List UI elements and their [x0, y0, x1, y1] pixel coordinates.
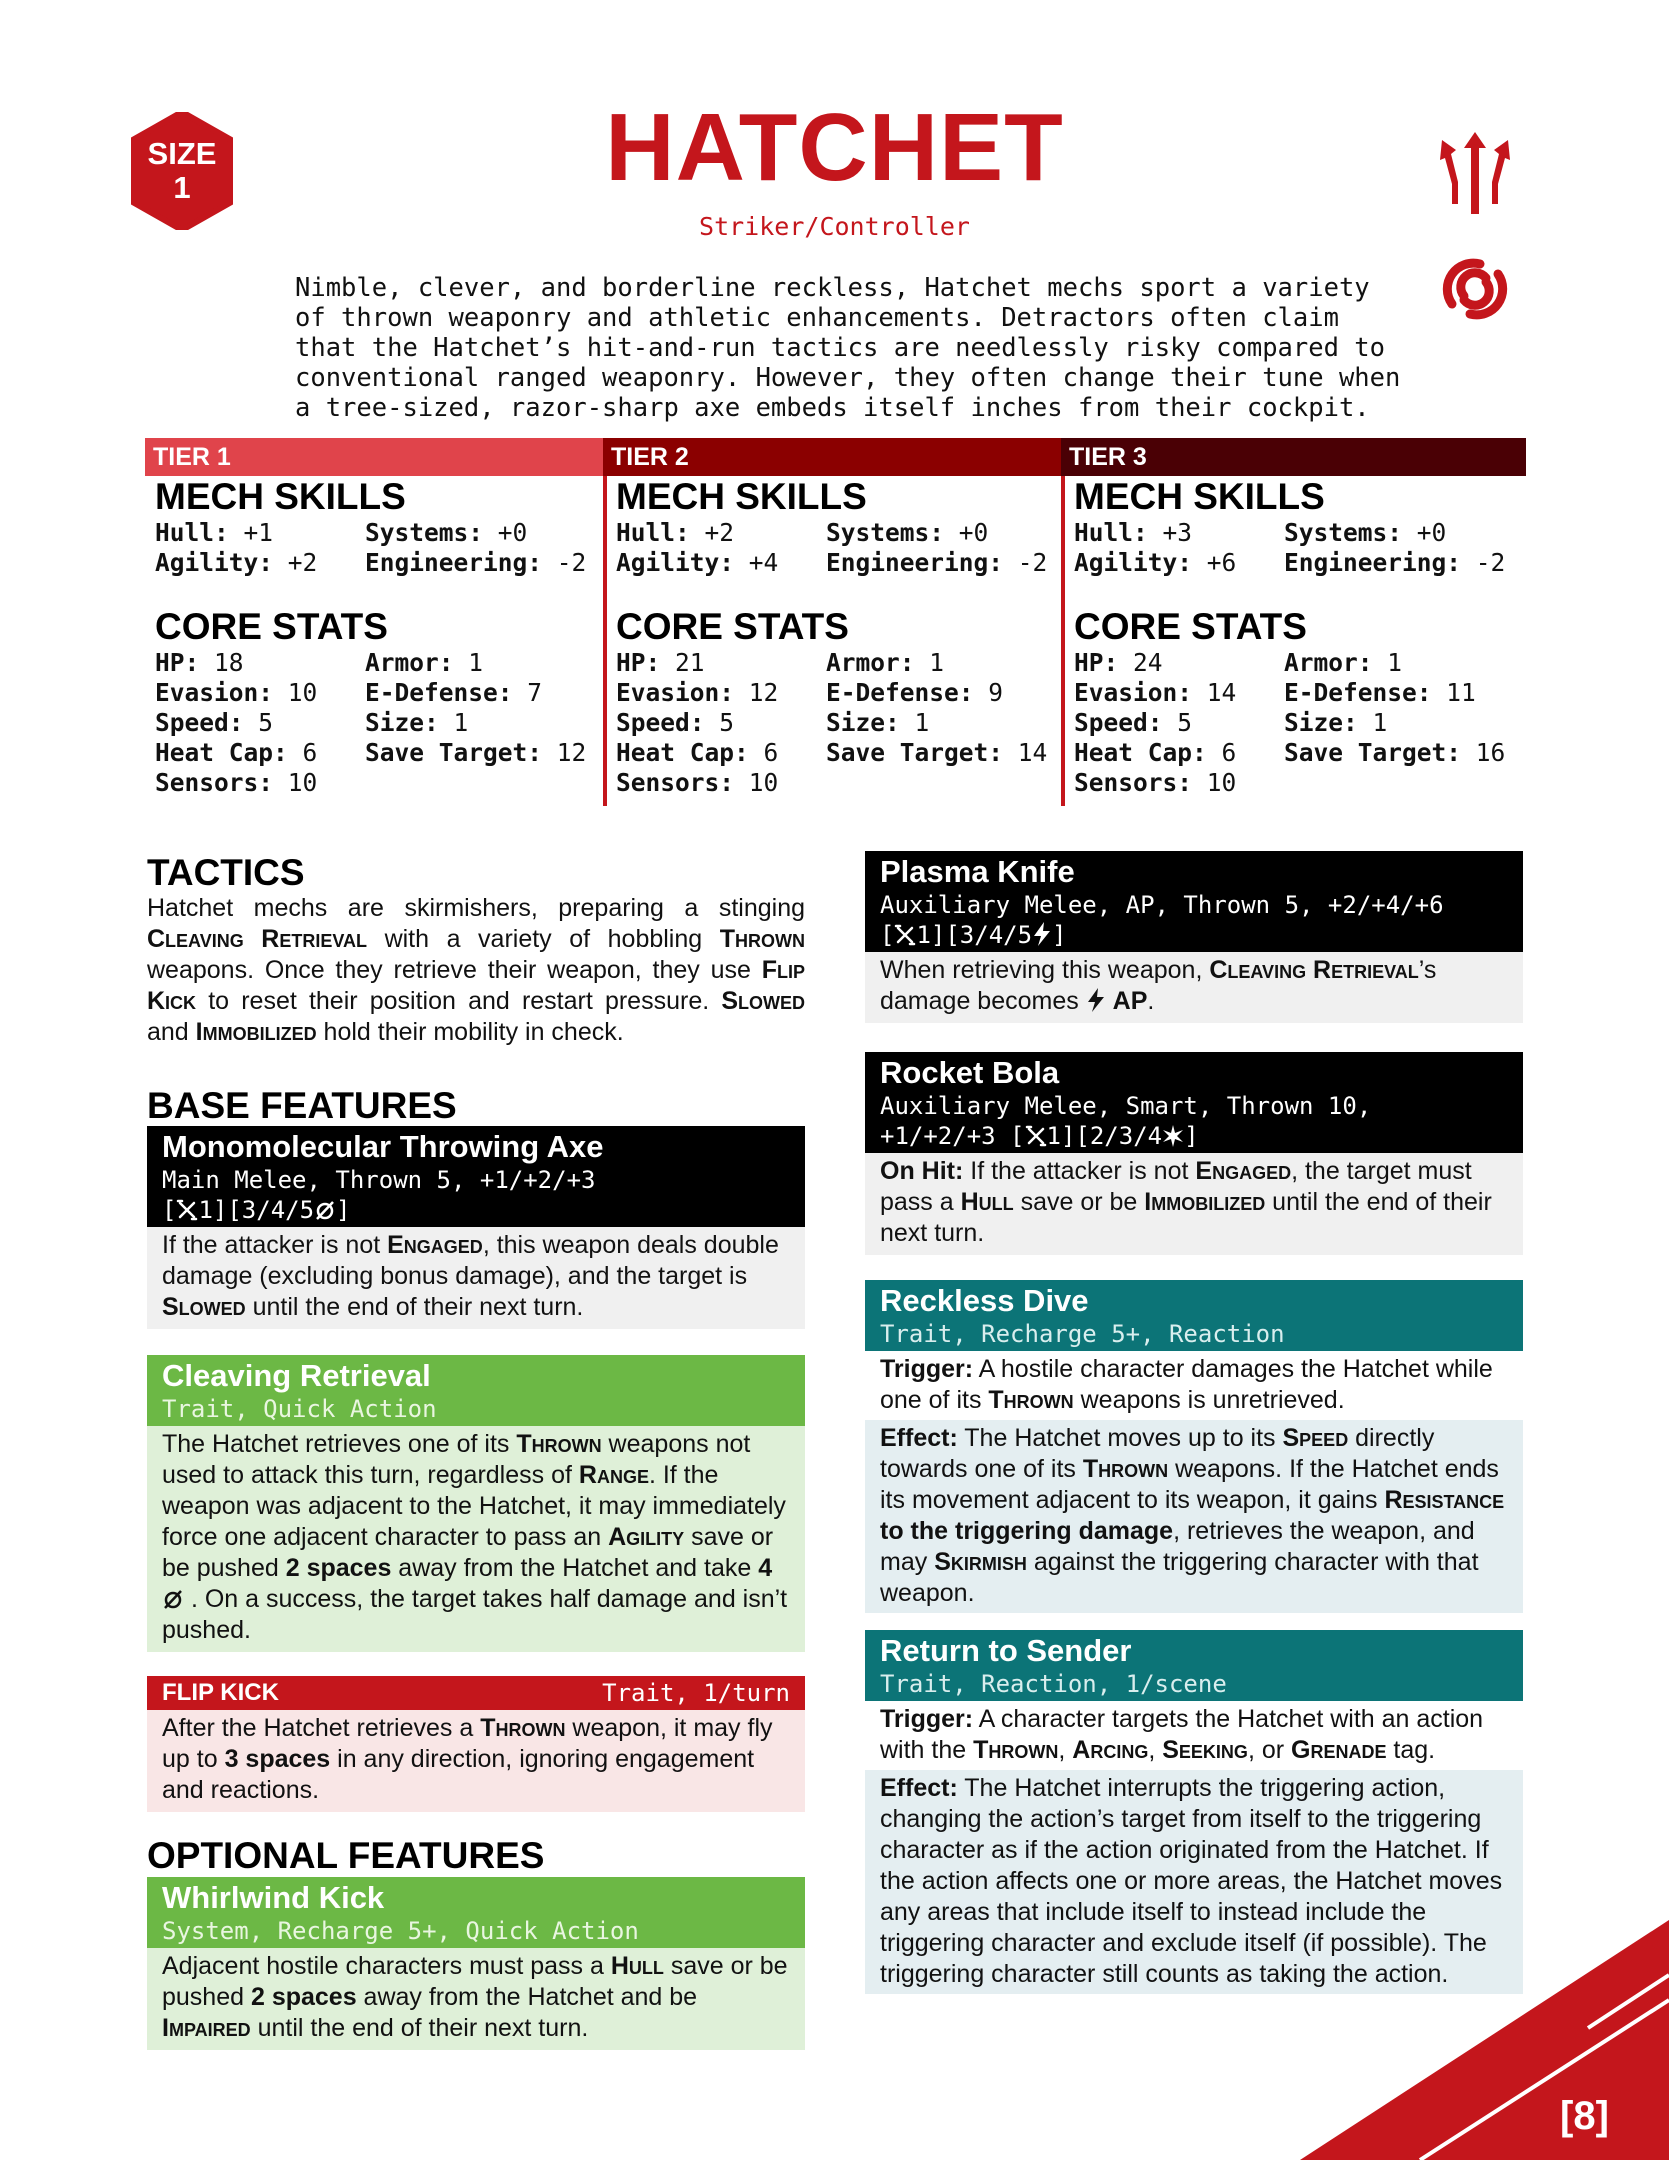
label: Save Target:: [1284, 738, 1462, 767]
core-stats-title: CORE STATS: [155, 606, 388, 647]
engineering-value: -2: [556, 548, 587, 577]
edefense-value: 7: [527, 678, 543, 707]
throwing-axe-card: [147, 1126, 805, 1329]
speed-value: 5: [719, 708, 735, 737]
text: until the end of their next turn.: [250, 2014, 589, 2042]
bold-text: to the triggering damage: [880, 1517, 1174, 1545]
mech-skills: [1074, 518, 1526, 578]
explosive-icon: [162, 1588, 184, 1610]
keyword: Arcing: [1072, 1736, 1149, 1764]
text: in any direction, ignoring engagement and reactions.: [162, 1745, 755, 1804]
sensors-value: 10: [287, 768, 318, 797]
text: After the Hatchet retrieves a: [162, 1714, 481, 1742]
card-tags: Main Melee, Thrown 5, +1/+2/+3: [162, 1166, 596, 1194]
text: . If the weapon was adjacent to the Hatchet, it may immediately force one adjacent character to pass an: [162, 1461, 786, 1551]
label: Speed:: [1074, 708, 1163, 737]
card-tags: System, Recharge 5+, Quick Action: [162, 1917, 639, 1945]
mech-skills-title: MECH SKILLS: [616, 476, 867, 517]
bold-text: 3 spaces: [224, 1745, 331, 1773]
card-title: Whirlwind Kick: [162, 1880, 385, 1915]
hull-value: +2: [704, 518, 735, 547]
hp-value: 21: [675, 648, 705, 677]
keyword: Thrown: [480, 1714, 566, 1742]
bold-text: Effect:: [880, 1424, 958, 1452]
card-body: [147, 1227, 805, 1329]
text: ’s damage becomes: [880, 956, 1437, 1015]
card-body: [865, 1351, 1523, 1613]
page-subtitle: Striker/Controller: [699, 212, 970, 241]
label: Systems:: [365, 518, 484, 547]
card-tags: Auxiliary Melee, AP, Thrown 5, +2/+4/+6: [880, 891, 1444, 919]
range-values: 1][2/3/4: [1046, 1122, 1163, 1150]
label: E-Defense:: [365, 678, 513, 707]
card-body: [147, 1426, 805, 1652]
heat-cap-value: 6: [763, 738, 779, 767]
bold-text: Effect:: [880, 1774, 958, 1802]
label: Armor:: [1284, 648, 1373, 677]
hull-value: +1: [243, 518, 274, 547]
keyword: Range: [578, 1461, 649, 1489]
intro-line: conventional ranged weaponry. However, they often change their tune when: [295, 363, 1401, 393]
label: HP:: [616, 648, 661, 677]
tactics-title: TACTICS: [147, 852, 305, 893]
mech-skills-title: MECH SKILLS: [1074, 476, 1325, 517]
systems-value: +0: [497, 518, 528, 547]
keyword: Thrown: [973, 1736, 1059, 1764]
bracket: ]: [1052, 921, 1067, 949]
text: If the attacker is not: [162, 1231, 388, 1259]
intro-line: a tree-sized, razor-sharp axe embeds itself inches from their cockpit.: [295, 393, 1370, 423]
card-range: [880, 920, 1508, 950]
text: ,: [1148, 1736, 1163, 1764]
label: Agility:: [616, 548, 735, 577]
card-title: Plasma Knife: [880, 854, 1075, 889]
optional-features-title: OPTIONAL FEATURES: [147, 1835, 545, 1876]
bold-text: On Hit:: [880, 1157, 964, 1185]
bold-text: 2 spaces: [285, 1554, 392, 1582]
label: Size:: [1284, 708, 1358, 737]
keyword: Hull: [610, 1952, 664, 1980]
range-icon: [1025, 1125, 1047, 1147]
bracket: [: [880, 921, 895, 949]
page-corner-decoration: [1300, 1920, 1669, 2160]
evasion-value: 14: [1206, 678, 1237, 707]
agility-value: +2: [287, 548, 318, 577]
text: ,: [1058, 1736, 1073, 1764]
text: away from the Hatchet and be: [356, 1983, 698, 2011]
keyword: Agility: [608, 1523, 685, 1551]
bracket: [: [162, 1196, 177, 1224]
card-tags: Trait, Reaction, 1/scene: [880, 1670, 1227, 1698]
text: , or: [1247, 1736, 1292, 1764]
tier-1-header: TIER 1: [145, 438, 603, 476]
range-values: 1][3/4/5: [916, 921, 1033, 949]
card-range: [162, 1195, 790, 1225]
keyword: Grenade: [1291, 1736, 1387, 1764]
tier-1-stats: [155, 476, 603, 806]
card-title: Monomolecular Throwing Axe: [162, 1129, 604, 1164]
keyword: Cleaving Retrieval: [1209, 956, 1419, 984]
cleaving-retrieval-card: [147, 1355, 805, 1652]
text: save or be pushed: [162, 1952, 788, 2011]
label: Heat Cap:: [155, 738, 288, 767]
card-body: [147, 1948, 805, 2050]
label: Evasion:: [616, 678, 735, 707]
tier-2-stats: [603, 476, 1061, 806]
size-value: 1: [453, 708, 469, 737]
range-icon: [894, 924, 916, 946]
text: weapons is unretrieved.: [1073, 1386, 1345, 1414]
burst-icon: [1162, 1125, 1184, 1147]
text: .: [1147, 987, 1155, 1015]
hull-value: +3: [1162, 518, 1193, 547]
reckless-dive-card: [865, 1280, 1523, 1613]
agility-value: +6: [1206, 548, 1237, 577]
label: Save Target:: [826, 738, 1004, 767]
label: Sensors:: [155, 768, 274, 797]
armor-value: 1: [1387, 648, 1403, 677]
label: Hull:: [616, 518, 690, 547]
evasion-value: 10: [287, 678, 318, 707]
energy-icon: [1086, 988, 1106, 1012]
text: , the target must pass a: [880, 1157, 1472, 1216]
save-target-value: 14: [1017, 738, 1048, 767]
label: Size:: [365, 708, 439, 737]
text: , this weapon deals double damage (excluding bonus damage), and the target is: [162, 1231, 779, 1290]
label: Hull:: [1074, 518, 1148, 547]
keyword: Thrown: [516, 1430, 602, 1458]
keyword: Hull: [960, 1188, 1014, 1216]
card-range: [880, 1121, 1508, 1151]
text: , retrieves the weapon, and may: [880, 1517, 1475, 1576]
size-badge-value: 1: [173, 170, 191, 205]
text: directly towards one of its: [880, 1424, 1435, 1483]
label: Speed:: [616, 708, 705, 737]
size-value: 1: [914, 708, 930, 737]
tactics-text: [147, 893, 805, 1048]
core-stats: [1074, 648, 1526, 798]
whirlwind-kick-card: [147, 1877, 805, 2050]
speed-value: 5: [1177, 708, 1193, 737]
keyword: Slowed: [721, 987, 805, 1015]
label: Systems:: [826, 518, 945, 547]
label: Heat Cap:: [1074, 738, 1207, 767]
text: tag.: [1386, 1736, 1436, 1764]
label: Agility:: [1074, 548, 1193, 577]
tier-2-header: TIER 2: [603, 438, 1061, 476]
engineering-value: -2: [1017, 548, 1048, 577]
hp-value: 24: [1133, 648, 1163, 677]
text: save or be pushed: [162, 1523, 774, 1582]
mech-skills: [155, 518, 603, 578]
card-title: FLIP KICK: [162, 1679, 279, 1706]
keyword: Thrown: [719, 925, 805, 953]
speed-value: 5: [258, 708, 274, 737]
text: weapons. If the Hatchet ends its movement adjacent to its weapon, it gains: [880, 1455, 1499, 1514]
trigger-block: [865, 1351, 1523, 1420]
keyword: Slowed: [162, 1293, 246, 1321]
text: against the triggering character with that weapon.: [880, 1548, 1479, 1607]
keyword: Impaired: [162, 2014, 251, 2042]
intro-line: of thrown weaponry and athletic enhancements. Detractors often claim: [295, 303, 1339, 333]
text: save or be: [1013, 1188, 1145, 1216]
text: away from the Hatchet and take: [391, 1554, 759, 1582]
bold-text: Trigger:: [880, 1355, 974, 1383]
mech-skills: [616, 518, 1061, 578]
label: Agility:: [155, 548, 274, 577]
label: Evasion:: [1074, 678, 1193, 707]
card-tags: Trait, Recharge 5+, Reaction: [880, 1320, 1285, 1348]
hp-value: 18: [214, 648, 244, 677]
text: until the end of their next turn.: [245, 1293, 584, 1321]
bracket: ]: [1184, 1122, 1199, 1150]
bold-text: 4: [758, 1554, 773, 1582]
card-title: Rocket Bola: [880, 1055, 1060, 1090]
label: E-Defense:: [1284, 678, 1432, 707]
text: and: [147, 1018, 196, 1046]
intro-line: Nimble, clever, and borderline reckless, Hatchet mechs sport a variety: [295, 273, 1370, 303]
label: Engineering:: [1284, 548, 1462, 577]
tags: +1/+2/+3 [: [880, 1122, 1025, 1150]
text: until the end of their next turn.: [880, 1188, 1492, 1247]
keyword: Speed: [1282, 1424, 1349, 1452]
explosive-icon: [314, 1199, 336, 1221]
text: Hatchet mechs are skirmishers, preparing a stinging: [147, 894, 805, 922]
keyword: Thrown: [988, 1386, 1074, 1414]
label: Sensors:: [616, 768, 735, 797]
bold-text: 2 spaces: [250, 1983, 357, 2011]
edefense-value: 9: [988, 678, 1004, 707]
keyword: Cleaving Retrieval: [147, 925, 368, 953]
sensors-value: 10: [748, 768, 779, 797]
keyword: Thrown: [1082, 1455, 1169, 1483]
label: HP:: [1074, 648, 1119, 677]
mech-skills-title: MECH SKILLS: [155, 476, 406, 517]
range-icon: [176, 1199, 198, 1221]
range-values: 1][3/4/5: [198, 1196, 315, 1224]
evasion-value: 12: [748, 678, 779, 707]
core-stats: [155, 648, 603, 798]
plasma-knife-card: [865, 851, 1523, 1023]
page-number: [8]: [1560, 2094, 1609, 2138]
keyword: Resistance: [1384, 1486, 1505, 1514]
text: Adjacent hostile characters must pass a: [162, 1952, 611, 1980]
card-title: Cleaving Retrieval: [162, 1358, 431, 1393]
label: Evasion:: [155, 678, 274, 707]
intro-text: [295, 273, 1415, 423]
tier-3-stats: [1061, 476, 1526, 806]
card-title: Reckless Dive: [880, 1283, 1089, 1318]
text: The Hatchet retrieves one of its: [162, 1430, 517, 1458]
card-body: [865, 1153, 1523, 1255]
core-stats: [616, 648, 1061, 798]
label: Save Target:: [365, 738, 543, 767]
text: with a variety of hobbling: [367, 925, 720, 953]
engineering-value: -2: [1475, 548, 1506, 577]
keyword: Engaged: [387, 1231, 483, 1259]
card-body: [865, 952, 1523, 1023]
text: A character targets the Hatchet with an action with the: [880, 1705, 1484, 1764]
label: Speed:: [155, 708, 244, 737]
size-badge-label: SIZE: [147, 136, 217, 171]
text: If the attacker is not: [963, 1157, 1196, 1185]
text: The Hatchet interrupts the triggering action, changing the action’s target from itself to the triggering character as if the action originated from the Hatchet. If the action affects one or more areas, the Hatchet moves any areas that include itself to instead include the triggering character and exclude itself (if possible). The triggering character still counts as taking the action.: [880, 1774, 1503, 1988]
text: A hostile character damages the Hatchet while one of its: [880, 1355, 1493, 1414]
label: Sensors:: [1074, 768, 1193, 797]
keyword: Immobilized: [1144, 1188, 1266, 1216]
edefense-value: 11: [1446, 678, 1476, 707]
text: weapon, it may fly up to: [162, 1714, 773, 1773]
label: Heat Cap:: [616, 738, 749, 767]
label: Engineering:: [826, 548, 1004, 577]
bold-text: AP: [1112, 987, 1148, 1015]
text: to reset their position and restart pressure.: [196, 987, 722, 1015]
tier-3-header: TIER 3: [1061, 438, 1526, 476]
core-stats-title: CORE STATS: [1074, 606, 1307, 647]
card-tags: Trait, Quick Action: [162, 1395, 437, 1423]
trident-icon: [1440, 132, 1510, 214]
save-target-value: 16: [1475, 738, 1506, 767]
keyword: Flip Kick: [147, 956, 805, 1015]
card-tags: Auxiliary Melee, Smart, Thrown 10,: [880, 1092, 1372, 1120]
label: Engineering:: [365, 548, 543, 577]
intro-line: that the Hatchet’s hit-and-run tactics are needlessly risky compared to: [295, 333, 1386, 363]
label: Armor:: [365, 648, 454, 677]
text: When retrieving this weapon,: [880, 956, 1210, 984]
bold-text: Trigger:: [880, 1705, 974, 1733]
armor-value: 1: [929, 648, 945, 677]
sensors-value: 10: [1206, 768, 1237, 797]
agility-value: +4: [748, 548, 779, 577]
label: Hull:: [155, 518, 229, 547]
keyword: Skirmish: [934, 1548, 1027, 1576]
text: weapons not used to attack this turn, regardless of: [162, 1430, 751, 1489]
systems-value: +0: [1416, 518, 1447, 547]
trigger-block: [865, 1701, 1523, 1770]
heat-cap-value: 6: [1221, 738, 1237, 767]
energy-icon: [1032, 922, 1052, 946]
systems-value: +0: [958, 518, 989, 547]
text: The Hatchet moves up to its: [957, 1424, 1283, 1452]
base-features-title: BASE FEATURES: [147, 1085, 457, 1126]
keyword: Engaged: [1195, 1157, 1292, 1185]
card-tags: Trait, 1/turn: [602, 1679, 790, 1707]
keyword: Seeking: [1162, 1736, 1248, 1764]
label: E-Defense:: [826, 678, 974, 707]
label: Size:: [826, 708, 900, 737]
size-value: 1: [1372, 708, 1388, 737]
swirl-icon: [1440, 254, 1510, 324]
bracket: ]: [336, 1196, 351, 1224]
text: . On a success, the target takes half damage and isn’t pushed.: [162, 1585, 788, 1644]
save-target-value: 12: [556, 738, 587, 767]
text: hold their mobility in check.: [316, 1018, 624, 1046]
armor-value: 1: [468, 648, 484, 677]
flip-kick-card: [147, 1676, 805, 1812]
effect-block: [865, 1420, 1523, 1613]
label: Systems:: [1284, 518, 1403, 547]
page-title: HATCHET: [605, 94, 1064, 201]
heat-cap-value: 6: [302, 738, 318, 767]
core-stats-title: CORE STATS: [616, 606, 849, 647]
text: weapons. Once they retrieve their weapon, they use: [147, 956, 762, 984]
label: HP:: [155, 648, 200, 677]
label: Armor:: [826, 648, 915, 677]
card-body: [147, 1710, 805, 1812]
card-title: Return to Sender: [880, 1633, 1132, 1668]
rocket-bola-card: [865, 1052, 1523, 1255]
keyword: Immobilized: [195, 1018, 317, 1046]
